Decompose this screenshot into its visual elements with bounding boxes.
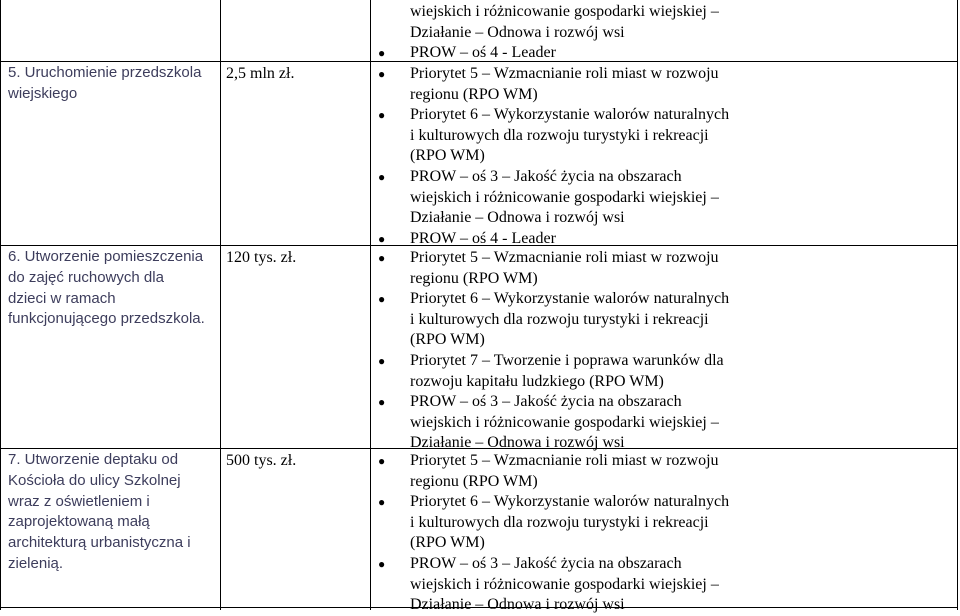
- bullet-line: Działanie – Odnowa i rozwój wsi: [410, 209, 625, 227]
- row-5-cost: 2,5 mln zł.: [226, 65, 295, 82]
- list-item: [378, 554, 958, 616]
- bullet-line: (RPO WM): [410, 331, 485, 349]
- bullet-line: Działanie – Odnowa i rozwój wsi: [410, 434, 625, 452]
- bullet-line: PROW – oś 3 – Jakość życia na obszarach: [410, 167, 682, 185]
- bullet-icon: ●: [378, 292, 386, 307]
- title-line: zielenią.: [8, 554, 64, 572]
- bullet-line: rozwoju kapitału ludzkiego (RPO WM): [410, 372, 664, 390]
- bullet-line: wiejskich i różnicowanie gospodarki wiejskiej –: [410, 575, 719, 593]
- table-border-left: [0, 0, 1, 610]
- bullet-line: regionu (RPO WM): [410, 269, 538, 287]
- title-line: 7. Utworzenie deptaku od: [8, 451, 179, 468]
- list-item: [378, 392, 958, 454]
- bullet-line: Działanie – Odnowa i rozwój wsi: [410, 596, 625, 614]
- title-line: wraz z oświetleniem i: [8, 492, 150, 510]
- row-6-title: [8, 247, 220, 330]
- bullet-line: i kulturowych dla rozwoju turystyki i rekreacji: [410, 310, 709, 328]
- table-border-col1: [220, 0, 221, 610]
- bullet-line: Priorytet 7 – Tworzenie i poprawa warunków dla: [410, 351, 724, 369]
- bullet-icon: ●: [378, 46, 386, 60]
- table-border-col2: [370, 0, 371, 610]
- list-item: [378, 43, 958, 64]
- bullet-line: (RPO WM): [410, 147, 485, 165]
- bullet-line: PROW – oś 4 - Leader: [410, 229, 556, 247]
- title-line: dzieci w ramach: [8, 289, 116, 307]
- continued-bullet-list: [378, 43, 958, 64]
- list-item: [378, 351, 958, 392]
- bullet-icon: ●: [378, 67, 386, 81]
- bullet-line: PROW – oś 3 – Jakość życia na obszarach: [410, 554, 682, 572]
- list-item: [378, 492, 958, 554]
- row-6-bullet-list: [378, 248, 958, 454]
- title-line: Kościoła do ulicy Szkolnej: [8, 471, 181, 489]
- bullet-line: Priorytet 5 – Wzmacnianie roli miast w rozwoju: [410, 249, 719, 266]
- bullet-icon: ●: [378, 169, 386, 184]
- title-line: zaprojektowaną małą: [8, 513, 150, 531]
- list-item: [378, 105, 958, 167]
- list-item: [378, 167, 958, 229]
- row-5-title: [8, 63, 220, 105]
- bullet-line: i kulturowych dla rozwoju turystyki i rekreacji: [410, 126, 709, 144]
- list-item: [378, 451, 958, 492]
- bullet-icon: ●: [378, 454, 386, 468]
- bullet-line: PROW – oś 3 – Jakość życia na obszarach: [410, 393, 682, 411]
- row-7-cost: 500 tys. zł.: [226, 452, 297, 469]
- bullet-icon: ●: [378, 108, 386, 123]
- bullet-icon: ●: [378, 231, 386, 246]
- bullet-line: Priorytet 6 – Wykorzystanie walorów naturalnych: [410, 290, 730, 308]
- bullet-line: Priorytet 6 – Wykorzystanie walorów naturalnych: [410, 493, 730, 511]
- row-5-bullet-list: [378, 64, 958, 249]
- bullet-line: wiejskich i różnicowanie gospodarki wiejskiej –: [410, 188, 719, 206]
- title-line: do zajęć ruchowych dla: [8, 268, 164, 286]
- list-item: [378, 229, 958, 250]
- row-7-bullet-list: [378, 451, 958, 616]
- continued-line: wiejskich i różnicowanie gospodarki wiejskiej –: [410, 3, 719, 20]
- bullet-icon: ●: [378, 495, 386, 510]
- bullet-icon: ●: [378, 353, 386, 368]
- list-item: [378, 248, 958, 289]
- row-7-title: [8, 450, 220, 575]
- bullet-line: regionu (RPO WM): [410, 472, 538, 490]
- title-line: funkcjonującego przedszkola.: [8, 310, 205, 328]
- bullet-icon: ●: [378, 556, 386, 571]
- bullet-line: Priorytet 5 – Wzmacnianie roli miast w rozwoju: [410, 452, 719, 469]
- list-item: [378, 64, 958, 105]
- continued-line: Działanie – Odnowa i rozwój wsi: [410, 23, 625, 41]
- list-item: [378, 289, 958, 351]
- bullet-line: wiejskich i różnicowanie gospodarki wiejskiej –: [410, 413, 719, 431]
- title-line: wiejskiego: [8, 84, 78, 102]
- title-line: 5. Uruchomienie przedszkola: [8, 64, 202, 81]
- bullet-line: i kulturowych dla rozwoju turystyki i rekreacji: [410, 513, 709, 531]
- continued-text: [410, 2, 719, 43]
- title-line: 6. Utworzenie pomieszczenia: [8, 248, 204, 265]
- bullet-icon: ●: [378, 251, 386, 265]
- row-6-cost: 120 tys. zł.: [226, 249, 297, 266]
- bullet-icon: ●: [378, 395, 386, 410]
- bullet-line: Priorytet 5 – Wzmacnianie roli miast w rozwoju: [410, 65, 719, 82]
- bullet-line: Priorytet 6 – Wykorzystanie walorów naturalnych: [410, 106, 730, 124]
- bullet-line: PROW – oś 4 - Leader: [410, 44, 556, 61]
- bullet-line: regionu (RPO WM): [410, 85, 538, 103]
- bullet-line: (RPO WM): [410, 534, 485, 552]
- title-line: architekturą urbanistyczna i: [8, 534, 191, 552]
